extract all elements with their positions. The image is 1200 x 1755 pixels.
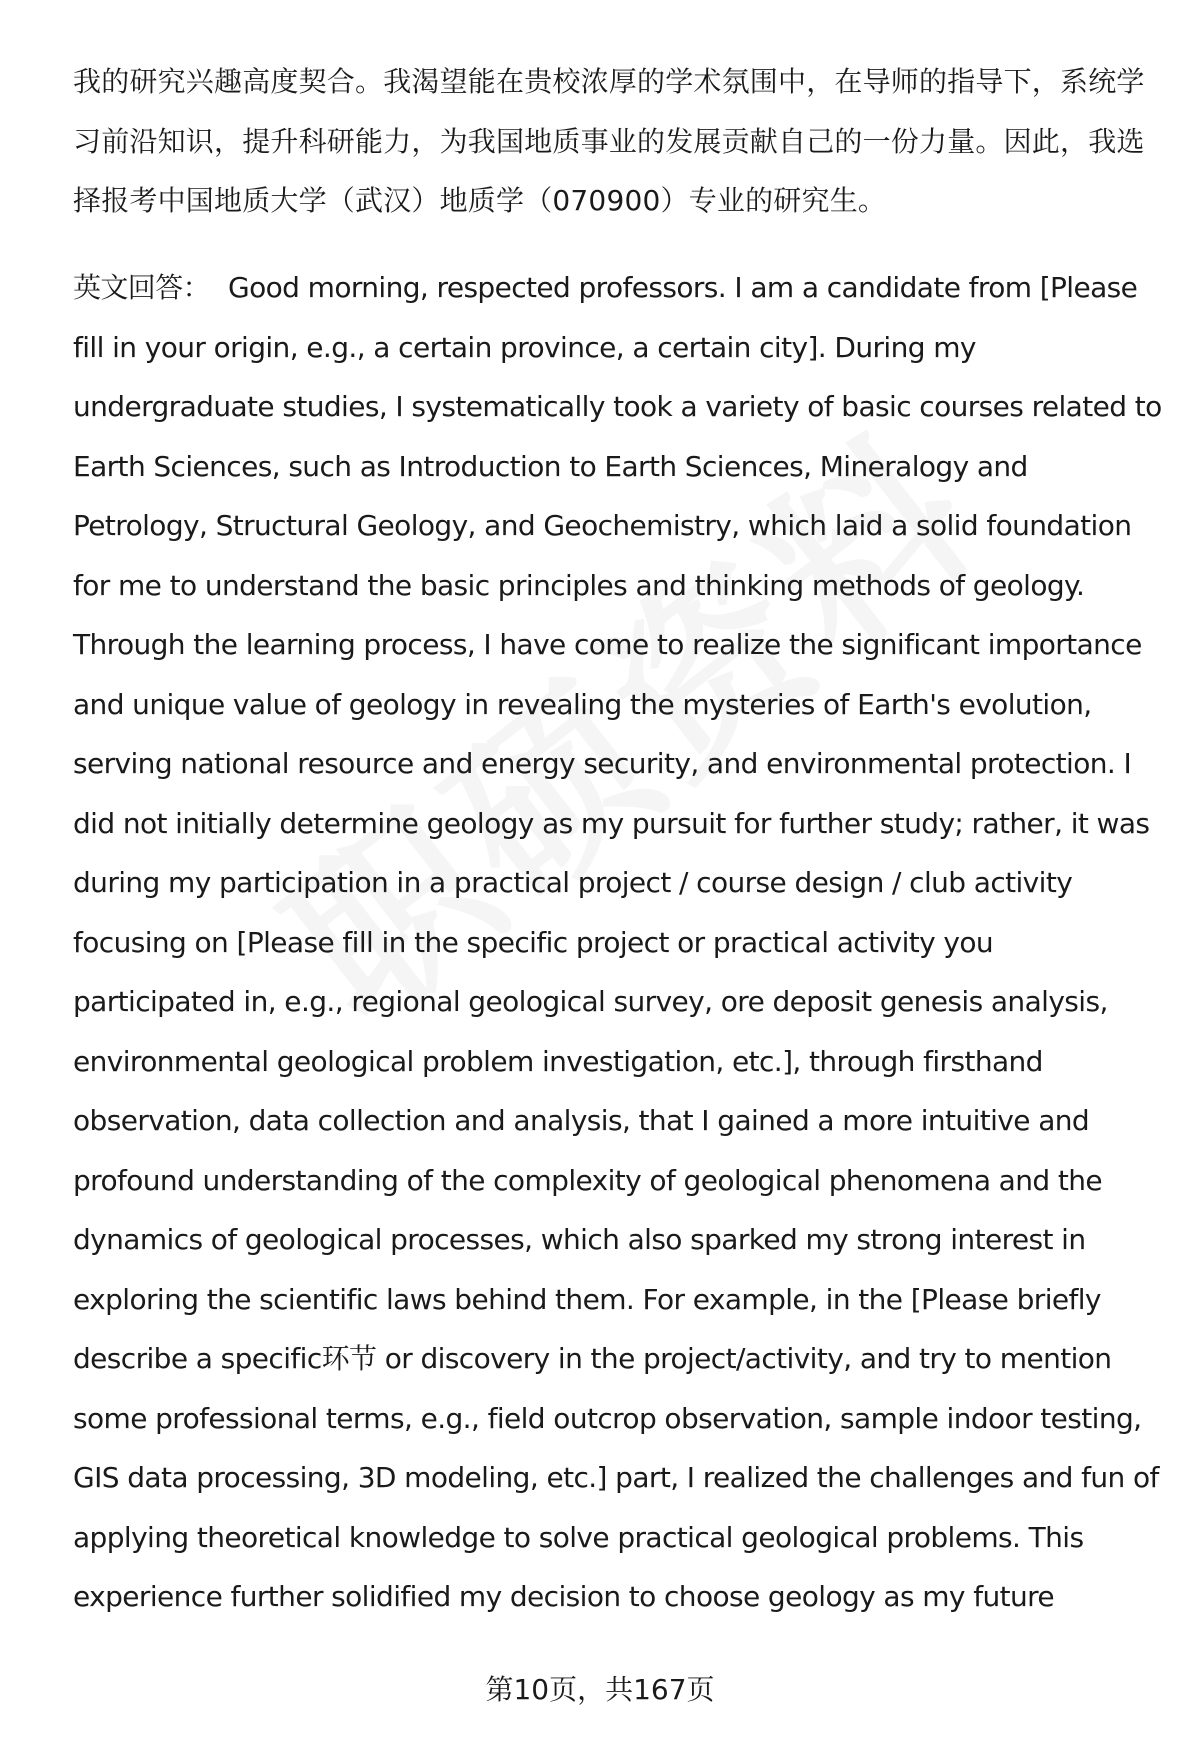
page-content xyxy=(73,52,1163,1627)
chinese-paragraph: 我的研究兴趣高度契合。我渴望能在贵校浓厚的学术氛围中，在导师的指导下，系统学习前沿知识，提升科研能力，为我国地质事业的发展贡献自己的一份力量。因此，我选择报考中国地质大学（武汉）地质学（070900）专业的研究生。 xyxy=(73,65,1145,217)
english-answer-label: 英文回答： xyxy=(73,271,211,304)
page-number-footer: 第10页，共167页 xyxy=(485,1673,715,1706)
english-answer-text: Good morning, respected professors. I am a candidate from [Please fill in your origin, e.g., a certain province, a certain city]. During my undergraduate studies, I systematically took a variety of basic courses related to Earth Sciences, such as Introduction to Earth Sciences, Mineralogy and Petrology, Structural Geology, and Geochemistry, which laid a solid foundation for me to understand the basic principles and thinking methods of geology. Through the learning process, I have come to realize the significant importance and unique value of geology in revealing the mysteries of Earth's evolution, serving national resource and energy security, and environmental protection. I did not initially determine geology as my pursuit for further study; rather, it was during my participation in a practical project / course design / club activity focusing on [Please fill in the specific project or practical activity you participated in, e.g., regional geological survey, ore deposit genesis analysis, environmental geological problem investigation, etc.], through firsthand observation, data collection and analysis, that I gained a more intuitive and profound understanding of the complexity of geological phenomena and the dynamics of geological processes, which also sparked my strong interest in exploring the scientific laws behind them. For example, in the [Please briefly describe a specific环节 or discovery in the project/activity, and try to mention some professional terms, e.g., field outcrop observation, sample indoor testing, GIS data processing, 3D modeling, etc.] part, I realized the challenges and fun of applying theoretical knowledge to solve practical geological problems. This experience further solidified my decision to choose geology as my future xyxy=(73,271,1162,1613)
english-answer-paragraph xyxy=(73,258,1163,1627)
